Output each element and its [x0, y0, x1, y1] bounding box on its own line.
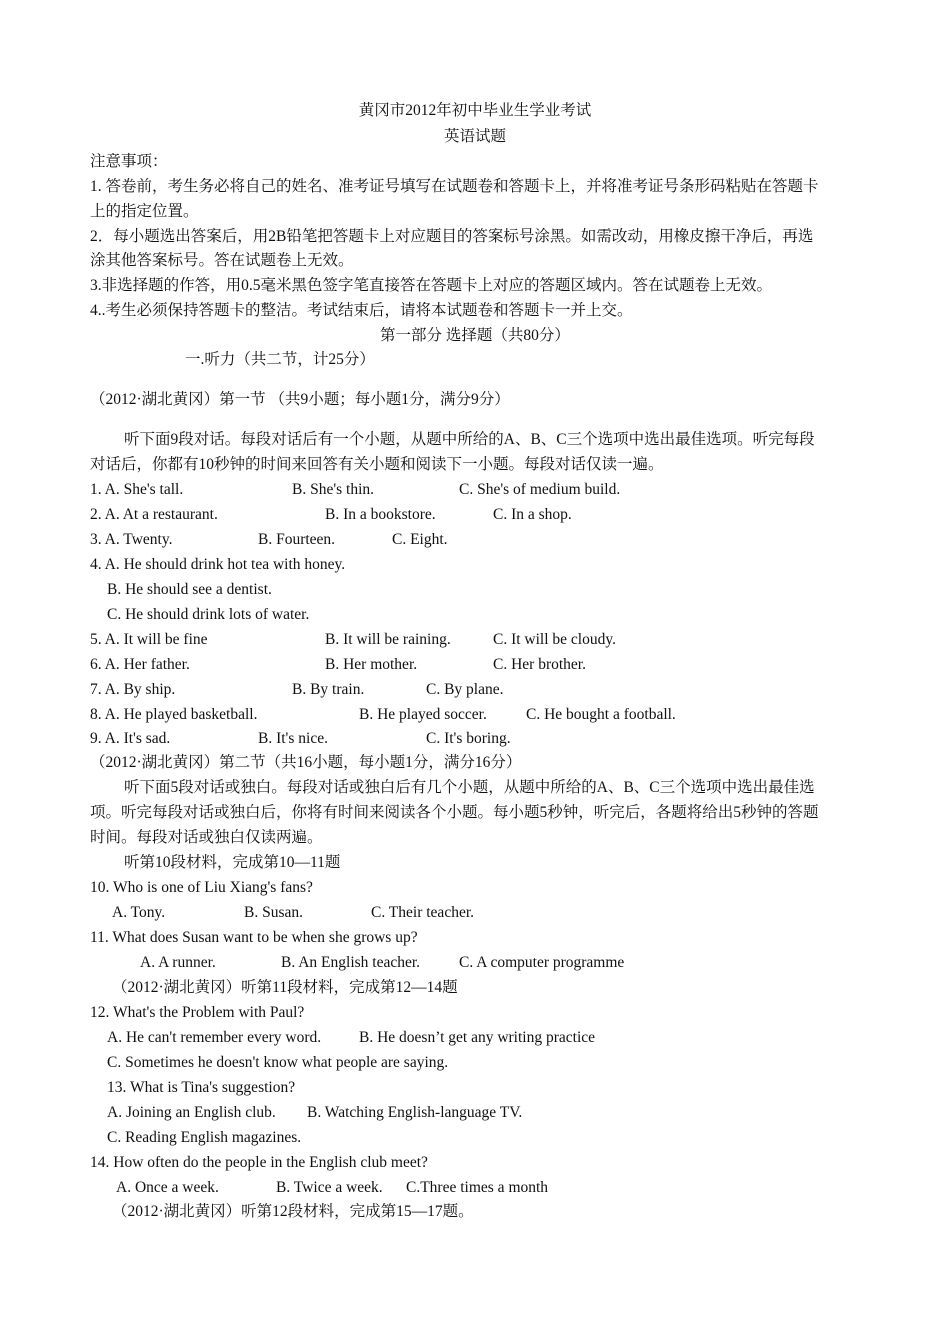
section1-instructions-cont: 对话后，你都有10秒钟的时间来回答有关小题和阅读下一小题。每段对话仅读一遍。	[90, 456, 664, 473]
section1-header: （2012·湖北黄冈）第一节 （共9小题；每小题1分，满分9分）	[90, 391, 510, 408]
question-4-option-c[interactable]: C. He should drink lots of water.	[107, 606, 310, 623]
section1-instructions: 听下面9段对话。每段对话后有一个小题，从题中所给的A、B、C三个选项中选出最佳选项。听完每段	[124, 431, 815, 448]
option-c[interactable]: C. Her brother.	[493, 656, 586, 673]
question-14: 14. How often do the people in the English club meet?	[90, 1154, 428, 1171]
option-a[interactable]: A. Once a week.	[116, 1179, 219, 1196]
option-b[interactable]: B. He played soccer.	[359, 706, 487, 723]
section2-header: （2012·湖北黄冈）第二节（共16小题，每小题1分，满分16分）	[90, 754, 522, 771]
section2-instructions-cont: 项。听完每段对话或独白后，你将有时间来阅读各个小题。每小题5秒钟，听完后，各题将给出5秒钟的答题	[90, 804, 819, 821]
option-c[interactable]: C. She's of medium build.	[459, 481, 621, 498]
question-12-option-c[interactable]: C. Sometimes he doesn't know what people are saying.	[107, 1054, 449, 1071]
option-a[interactable]: 8. A. He played basketball.	[90, 706, 258, 723]
question-4-option-b[interactable]: B. He should see a dentist.	[107, 581, 272, 598]
notice-item-2-cont: 涂其他答案标号。答在试题卷上无效。	[90, 252, 354, 269]
option-a[interactable]: 5. A. It will be fine	[90, 631, 208, 648]
notice-item-4: 4..考生必须保持答题卡的整洁。考试结束后，请将本试题卷和答题卡一并上交。	[90, 302, 633, 319]
material-10-heading: 听第10段材料，完成第10—11题	[124, 854, 341, 871]
section2-instructions-end: 时间。每段对话或独白仅读两遍。	[90, 829, 323, 846]
option-a[interactable]: 2. A. At a restaurant.	[90, 506, 218, 523]
question-11: 11. What does Susan want to be when she grows up?	[90, 929, 418, 946]
question-13-option-c[interactable]: C. Reading English magazines.	[107, 1129, 302, 1146]
option-b[interactable]: B. Her mother.	[325, 656, 418, 673]
option-c[interactable]: C. Their teacher.	[371, 904, 475, 921]
option-a[interactable]: A. Joining an English club.	[107, 1104, 276, 1121]
option-a[interactable]: 6. A. Her father.	[90, 656, 190, 673]
question-12: 12. What's the Problem with Paul?	[90, 1004, 305, 1021]
material-11-heading: （2012·湖北黄冈）听第11段材料，完成第12—14题	[112, 979, 458, 996]
option-b[interactable]: B. An English teacher.	[281, 954, 421, 971]
option-c[interactable]: C. It's boring.	[426, 730, 511, 747]
option-a[interactable]: A. Tony.	[112, 904, 166, 921]
listening-heading: 一.听力（共二节，计25分）	[185, 351, 375, 368]
section2-instructions: 听下面5段对话或独白。每段对话或独白后有几个小题，从题中所给的A、B、C三个选项中选出最佳选	[124, 779, 815, 796]
option-b[interactable]: B. By train.	[292, 681, 365, 698]
notice-item-1: 1. 答卷前，考生务必将自己的姓名、准考证号填写在试题卷和答题卡上，并将准考证号条形码粘贴在答题卡	[90, 178, 819, 195]
option-b[interactable]: B. She's thin.	[292, 481, 375, 498]
option-a[interactable]: 9. A. It's sad.	[90, 730, 171, 747]
option-a[interactable]: A. A runner.	[140, 954, 216, 971]
option-c[interactable]: C. In a shop.	[493, 506, 572, 523]
option-c[interactable]: C. By plane.	[426, 681, 504, 698]
option-c[interactable]: C. He bought a football.	[526, 706, 676, 723]
question-4-option-a[interactable]: 4. A. He should drink hot tea with honey.	[90, 556, 346, 573]
option-a[interactable]: A. He can't remember every word.	[107, 1029, 322, 1046]
notice-item-1-cont: 上的指定位置。	[90, 203, 199, 220]
question-10: 10. Who is one of Liu Xiang's fans?	[90, 879, 313, 896]
question-13: 13. What is Tina's suggestion?	[107, 1079, 296, 1096]
page-title: 黄冈市2012年初中毕业生学业考试	[358, 102, 592, 119]
option-b[interactable]: B. Twice a week.	[276, 1179, 383, 1196]
notice-heading: 注意事项：	[90, 153, 168, 170]
option-a[interactable]: 1. A. She's tall.	[90, 481, 184, 498]
option-a[interactable]: 3. A. Twenty.	[90, 531, 173, 548]
material-12-heading: （2012·湖北黄冈）听第12段材料，完成第15—17题。	[112, 1203, 474, 1220]
option-b[interactable]: B. Watching English-language TV.	[307, 1104, 523, 1121]
page-subtitle: 英语试题	[443, 128, 506, 145]
option-b[interactable]: B. Susan.	[244, 904, 303, 921]
option-b[interactable]: B. He doesn’t get any writing practice	[359, 1029, 596, 1046]
option-c[interactable]: C. Eight.	[392, 531, 448, 548]
option-b[interactable]: B. In a bookstore.	[325, 506, 436, 523]
part-heading: 第一部分 选择题（共80分）	[380, 327, 570, 344]
notice-item-3: 3.非选择题的作答，用0.5毫米黑色签字笔直接答在答题卡上对应的答题区域内。答在试题卷上无效。	[90, 277, 773, 294]
option-b[interactable]: B. Fourteen.	[258, 531, 336, 548]
option-b[interactable]: B. It will be raining.	[325, 631, 451, 648]
notice-item-2: 2．每小题选出答案后，用2B铅笔把答题卡上对应题目的答案标号涂黑。如需改动，用橡皮擦干净后，再选	[90, 228, 814, 245]
option-c[interactable]: C. A computer programme	[459, 954, 625, 971]
option-c[interactable]: C.Three times a month	[406, 1179, 549, 1196]
option-a[interactable]: 7. A. By ship.	[90, 681, 176, 698]
option-c[interactable]: C. It will be cloudy.	[493, 631, 616, 648]
option-b[interactable]: B. It's nice.	[258, 730, 328, 747]
